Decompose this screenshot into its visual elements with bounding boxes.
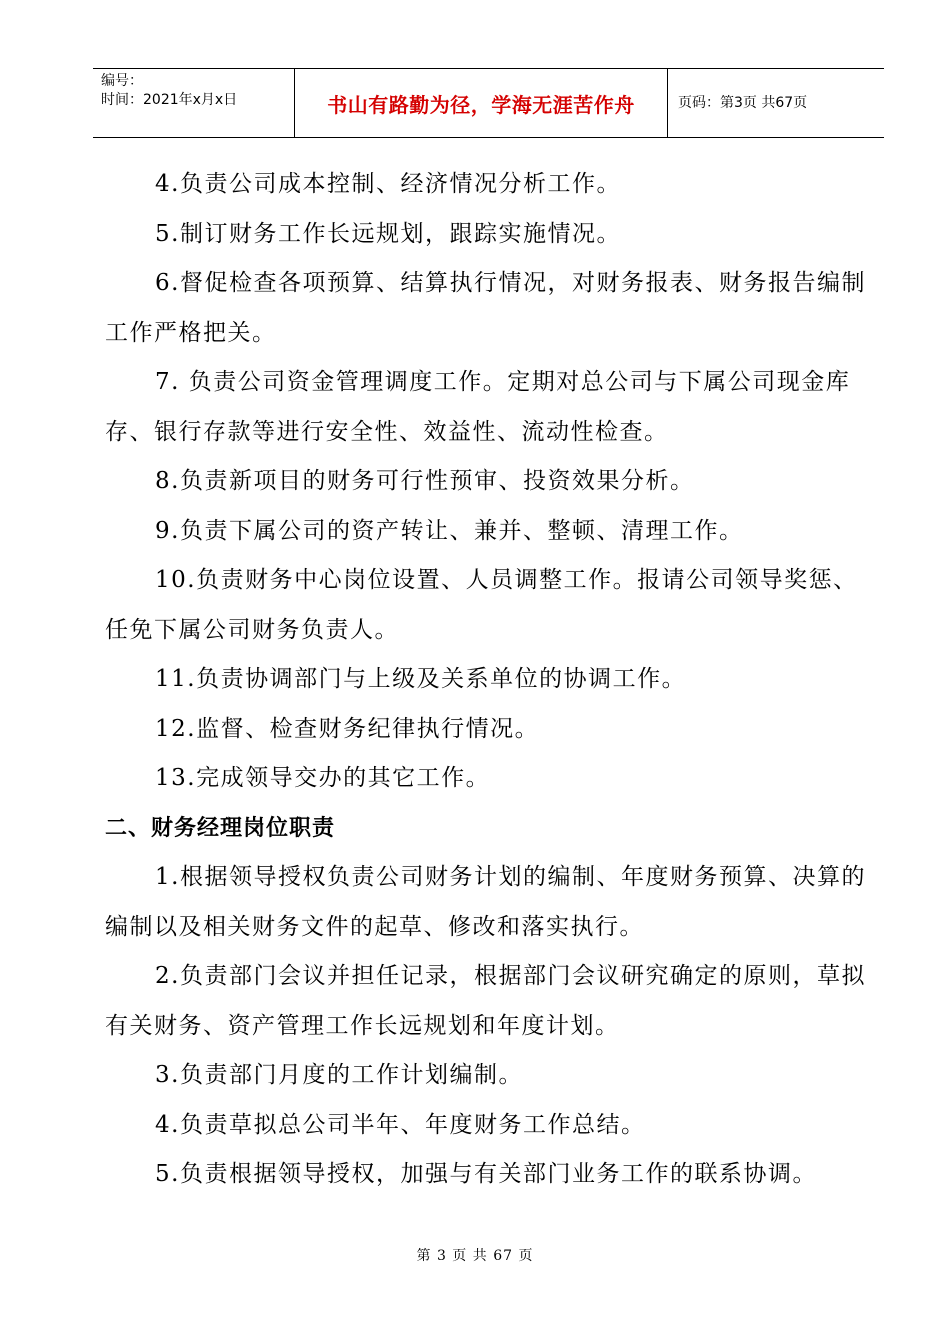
header-motto: 书山有路勤为径，学海无涯苦作舟 [327,92,635,117]
section-paragraph: 1.根据领导授权负责公司财务计划的编制、年度财务预算、决算的编制以及相关财务文件的起草、修改和落实执行。 [105,864,866,940]
page-header [93,68,884,138]
paragraph: 6.督促检查各项预算、结算执行情况，对财务报表、财务报告编制工作严格把关。 [105,270,866,346]
header-page-cell [668,69,884,137]
section-paragraph: 3.负责部门月度的工作计划编制。 [155,1062,523,1088]
document-body [105,160,875,1200]
header-meta-cell [93,69,295,137]
time-label: 时间：2021年x月x日 [101,92,238,108]
paragraph: 8.负责新项目的财务可行性预审、投资效果分析。 [155,468,695,494]
section-paragraph: 4.负责草拟总公司半年、年度财务工作总结。 [155,1111,646,1138]
paragraph: 11.负责协调部门与上级及关系单位的协调工作。 [155,666,687,692]
paragraph: 13.完成领导交办的其它工作。 [155,765,491,791]
paragraph: 5.制订财务工作长远规划，跟踪实施情况。 [155,220,621,247]
header-motto-cell [295,69,668,137]
paragraph: 10.负责财务中心岗位设置、人员调整工作。报请公司领导奖惩、任免下属公司财务负责人。 [105,567,858,643]
page-footer: 第 3 页 共 67 页 [416,1248,534,1264]
section-heading: 二、财务经理岗位职责 [105,815,336,841]
paragraph: 12.监督、检查财务纪律执行情况。 [155,715,540,742]
paragraph: 7. 负责公司资金管理调度工作。定期对总公司与下属公司现金库存、银行存款等进行安全性、效益性、流动性检查。 [105,369,851,445]
paragraph: 9.负责下属公司的资产转让、兼并、整顿、清理工作。 [155,517,744,544]
paragraph: 4.负责公司成本控制、经济情况分析工作。 [155,171,621,197]
header-page-label: 页码：第3页 共67页 [678,94,808,111]
serial-label: 编号： [101,73,143,89]
section-paragraph: 5.负责根据领导授权，加强与有关部门业务工作的联系协调。 [155,1161,817,1187]
section-paragraph: 2.负责部门会议并担任记录，根据部门会议研究确定的原则，草拟有关财务、资产管理工作长远规划和年度计划。 [105,963,866,1039]
